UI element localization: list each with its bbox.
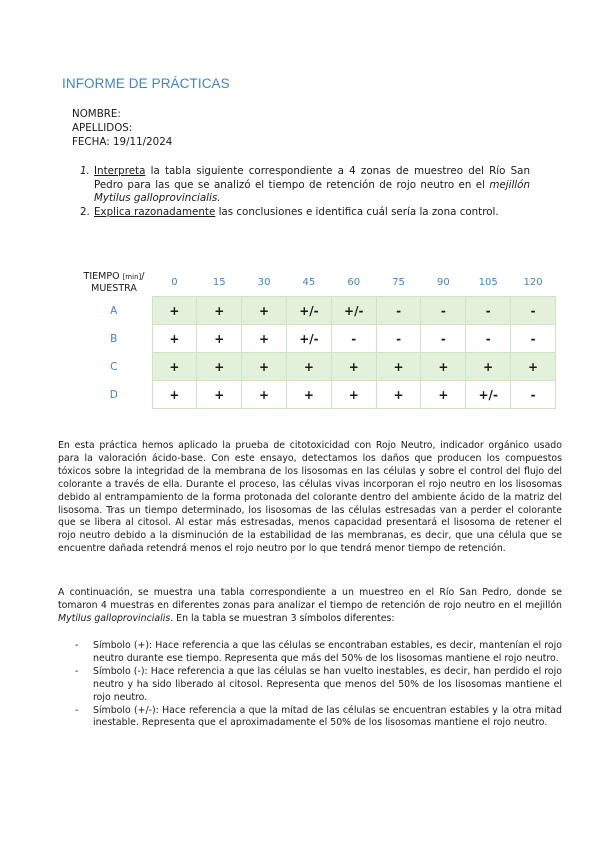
column-header: 45 bbox=[302, 276, 316, 288]
table-cell: + bbox=[242, 325, 287, 353]
column-header: 15 bbox=[212, 276, 226, 288]
results-table bbox=[76, 268, 556, 409]
table-row bbox=[76, 325, 556, 353]
surname-label: APELLIDOS: bbox=[72, 122, 133, 135]
table-cell: + bbox=[152, 325, 197, 353]
table-cell: - bbox=[511, 381, 556, 409]
column-header: 105 bbox=[478, 276, 498, 288]
task-text bbox=[94, 206, 530, 220]
list-item bbox=[75, 640, 562, 666]
column-header: 30 bbox=[257, 276, 271, 288]
name-label: NOMBRE: bbox=[72, 108, 121, 120]
symbol-list bbox=[75, 640, 562, 730]
table-cell: + bbox=[511, 353, 556, 381]
table-cell: +/- bbox=[286, 325, 331, 353]
table-header-row bbox=[76, 268, 556, 297]
table-cell: +/- bbox=[286, 297, 331, 325]
column-header: 75 bbox=[392, 276, 405, 288]
column-header: 120 bbox=[523, 276, 543, 288]
table-cell: + bbox=[152, 297, 197, 325]
bullet-text: Símbolo (+): Hace referencia a que las células se encontraban estables, es decir, mantenían el rojo neutro durante ese tiempo. Representa que más del 50% de los lisosomas mantiene el rojo neutro. bbox=[93, 640, 562, 664]
intro-paragraph: En esta práctica hemos aplicado la prueba de citotoxicidad con Rojo Neutro, indicador orgánico usado para la valoración ácido-base. Con este ensayo, detectamos los daños que producen los compuestos tóxicos sobre la integridad de la membrana de los lisosomas en las células y sobre el control del flujo del colorante a través de ella. Durante el proceso, las células vivas incorporan el rojo neutro en los lisosomas debido al entrampamiento de la forma protonada del colorante dentro del ambiente ácido de la matriz del lisosoma. Tras un tiempo determinado, los lisosomas de las células estresadas van a perder el colorante que se libera al citosol. Al estar más estresadas, menos capacidad presentará el lisosoma de retener el rojo neutro debido a la disminución de la estabilidad de las membranas, es decir, que una célula que se encuentre dañada retendrá menos el rojo neutro por lo que tendrá menor tiempo de retención. bbox=[58, 440, 562, 555]
table-cell: + bbox=[286, 353, 331, 381]
task-list bbox=[80, 165, 530, 219]
table-cell: + bbox=[152, 353, 197, 381]
task-item bbox=[80, 206, 530, 220]
task-verb: Explica razonadamente bbox=[94, 205, 216, 218]
table-cell: + bbox=[197, 381, 242, 409]
task-number: 1. bbox=[80, 165, 90, 177]
column-header: 90 bbox=[437, 276, 450, 288]
table-cell: + bbox=[331, 353, 376, 381]
table-cell: + bbox=[197, 353, 242, 381]
bullet-dash: - bbox=[75, 640, 79, 651]
table-corner-header bbox=[76, 268, 152, 297]
table-cell: + bbox=[421, 381, 466, 409]
student-info bbox=[72, 107, 172, 150]
table-row bbox=[76, 297, 556, 325]
task-text bbox=[94, 165, 530, 206]
bullet-text: Símbolo (+/-): Hace referencia a que la mitad de las células se encuentran estables y la otra mitad inestable. Representa que el aproximadamente el 50% de los lisosomas mantiene el rojo neutro. bbox=[93, 704, 562, 729]
table-cell: + bbox=[152, 381, 197, 409]
table-cell: + bbox=[242, 297, 287, 325]
table-cell: +/- bbox=[466, 381, 511, 409]
task-item bbox=[80, 165, 530, 206]
table-cell: - bbox=[331, 325, 376, 353]
row-label: D bbox=[109, 388, 118, 401]
table-cell: - bbox=[421, 325, 466, 353]
species-name: Mytilus galloprovincialis bbox=[58, 612, 171, 624]
table-cell: - bbox=[421, 297, 466, 325]
date-label: FECHA: 19/11/2024 bbox=[72, 136, 173, 149]
table-cell: - bbox=[511, 325, 556, 353]
table-cell: - bbox=[376, 297, 421, 325]
table-cell: + bbox=[331, 381, 376, 409]
corner-slash: / bbox=[141, 270, 145, 282]
table-cell: + bbox=[421, 353, 466, 381]
row-label: A bbox=[110, 304, 118, 317]
table-cell: + bbox=[197, 325, 242, 353]
table-cell: +/- bbox=[331, 297, 376, 325]
task-number: 2. bbox=[80, 205, 90, 218]
context-text: A continuación, se muestra una tabla correspondiente a un muestreo en el Río San Pedro, donde se tomaron 4 muestras en diferentes zonas para analizar el tiempo de retención de rojo neutro en el mejillón bbox=[58, 587, 562, 611]
table-row bbox=[76, 353, 556, 381]
table-cell: + bbox=[197, 297, 242, 325]
bullet-text: Símbolo (-): Hace referencia a que las células se han vuelto inestables, es decir, han perdido el rojo neutro y ha sido liberado al citosol. Representa que menos del 50% de los lisosomas mantiene el rojo neutro. bbox=[93, 665, 562, 703]
table-cell: + bbox=[286, 381, 331, 409]
context-paragraph bbox=[58, 587, 562, 626]
corner-main: TIEMPO bbox=[83, 270, 123, 282]
table-cell: - bbox=[466, 325, 511, 353]
task-body: la tabla siguiente correspondiente a 4 zonas de muestreo del Río San Pedro para las que se analizó el tiempo de retención de rojo neutro en el bbox=[94, 165, 530, 191]
bullet-dash: - bbox=[75, 665, 79, 677]
row-label: C bbox=[110, 360, 118, 373]
table-cell: - bbox=[511, 297, 556, 325]
list-item bbox=[75, 705, 562, 731]
bullet-dash: - bbox=[75, 704, 79, 716]
table-cell: - bbox=[376, 325, 421, 353]
row-label: B bbox=[110, 332, 118, 345]
task-italic: mejillón Mytilus galloprovincialis. bbox=[94, 178, 530, 205]
corner-second: MUESTRA bbox=[91, 282, 137, 294]
table-cell: + bbox=[376, 353, 421, 381]
task-verb: Interpreta bbox=[94, 165, 146, 177]
table-cell: + bbox=[242, 381, 287, 409]
report-title: INFORME DE PRÁCTICAS bbox=[62, 76, 230, 91]
column-header: 0 bbox=[171, 276, 178, 288]
column-header: 60 bbox=[347, 276, 361, 288]
table-cell: - bbox=[466, 297, 511, 325]
task-body: las conclusiones e identifica cuál sería la zona control. bbox=[215, 205, 499, 218]
list-item bbox=[75, 666, 562, 705]
table-cell: + bbox=[242, 353, 287, 381]
table-row bbox=[76, 381, 556, 409]
context-end: . En la tabla se muestran 3 símbolos diferentes: bbox=[170, 612, 395, 624]
table-cell: + bbox=[376, 381, 421, 409]
corner-unit: [min] bbox=[122, 272, 142, 281]
table-cell: + bbox=[466, 353, 511, 381]
